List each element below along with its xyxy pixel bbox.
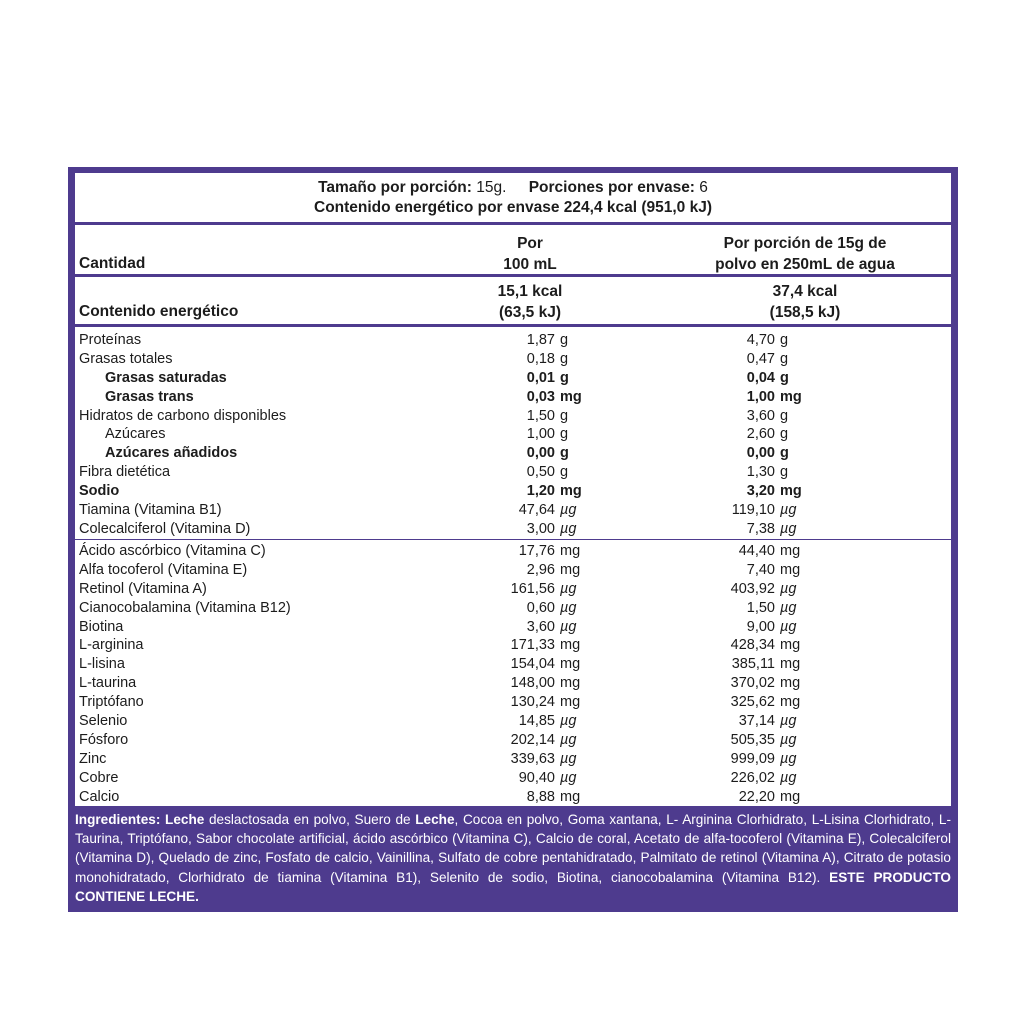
nutrient-name: Triptófano <box>79 694 144 711</box>
nutrient-row <box>75 388 951 407</box>
per100-value: 2,96 <box>526 561 555 578</box>
perserving-value: 428,34 <box>730 637 775 654</box>
per100-unit: mg <box>560 694 581 711</box>
perserving-value: 37,14 <box>738 713 775 730</box>
per100-unit: µg <box>560 750 577 767</box>
ingredients-plain-text: , Cocoa en polvo, Goma xantana, L- Arginina Clorhidrato, L-Lisina Clorhidrato, L-Taurina, Triptófano, Sabor chocolate artificial, ácido ascórbico (Vitamina C), Calcio de coral, Acetato de alfa-tocoferol (Vitamina E), Colecalciferol (Vitamina D), Quelado de zinc, Fosfato de calcio, Vainillina, Sulfato de cobre pentahidratado, Palmitato de retinol (Vitamina A), Citrato de potasio monohidratado, Clorhidrato de tiamina (Vitamina B1), Selenito de sodio, Biotina, cianocobalamina (Vitamina B12). <box>75 812 951 885</box>
per100-value: 17,76 <box>518 543 555 559</box>
per100-value: 14,85 <box>518 713 555 730</box>
per100-unit: mg <box>560 637 581 654</box>
per100-unit: g <box>560 445 569 462</box>
nutrient-row <box>75 674 951 693</box>
divider <box>75 539 951 540</box>
perserving-unit: g <box>780 369 789 386</box>
perserving-unit: g <box>780 350 789 367</box>
quantity-header: Cantidad <box>79 255 146 272</box>
perserving-unit: mg <box>780 656 801 673</box>
per100-value: 47,64 <box>518 502 555 519</box>
per100-unit: g <box>560 369 569 386</box>
perserving-unit: µg <box>780 502 797 519</box>
nutrient-name: Biotina <box>79 618 124 635</box>
per100-value: 3,00 <box>526 520 555 537</box>
perserving-value: 226,02 <box>730 769 775 786</box>
nutrient-name: Grasas trans <box>105 388 194 405</box>
perserving-value: 44,40 <box>738 543 775 559</box>
energy-perserving-kcal: 37,4 kcal <box>772 283 838 300</box>
nutrient-name: L-arginina <box>79 637 144 654</box>
per100-value: 90,40 <box>518 769 555 786</box>
ingredients-bold-text: Leche <box>415 812 455 827</box>
per100-value: 171,33 <box>510 637 555 654</box>
ingredients-bold-text: Ingredientes: <box>75 812 161 827</box>
perserving-value: 505,35 <box>730 731 775 748</box>
perserving-unit: µg <box>780 520 797 537</box>
perserving-value: 2,60 <box>746 426 775 443</box>
perserving-value: 0,47 <box>746 350 775 367</box>
nutrient-row <box>75 655 951 674</box>
perserving-unit: mg <box>780 788 801 805</box>
nutrition-label <box>68 167 958 912</box>
nutrient-name: Cianocobalamina (Vitamina B12) <box>79 599 291 616</box>
nutrient-row <box>75 331 951 350</box>
energy-per100-kj: (63,5 kJ) <box>498 304 562 321</box>
perserving-value: 7,38 <box>746 520 775 537</box>
nutrient-row <box>75 712 951 731</box>
per100-unit: g <box>560 332 569 348</box>
energy-label: Contenido energético <box>79 303 239 320</box>
perserving-value: 1,00 <box>746 388 775 405</box>
per100-unit: mg <box>560 483 582 500</box>
nutrient-name: Fósforo <box>79 731 129 748</box>
nutrient-row <box>75 350 951 369</box>
nutrient-name: Azúcares <box>105 426 166 443</box>
nutrient-group-1 <box>75 331 951 539</box>
per100-value: 0,50 <box>526 464 555 481</box>
column-headers <box>75 228 951 274</box>
nutrition-table <box>75 173 951 806</box>
perserving-unit: g <box>780 426 789 443</box>
per100-value: 0,03 <box>526 388 555 405</box>
nutrient-row <box>75 599 951 618</box>
perserving-unit: µg <box>780 580 797 597</box>
divider <box>75 324 951 327</box>
perserving-value: 370,02 <box>730 675 775 692</box>
perserving-unit: µg <box>780 599 797 616</box>
nutrient-row <box>75 463 951 482</box>
per100-header <box>470 233 590 275</box>
perserving-unit: mg <box>780 561 801 578</box>
nutrient-row <box>75 769 951 788</box>
perserving-value: 3,20 <box>746 483 775 500</box>
nutrient-row <box>75 425 951 444</box>
per100-value: 0,00 <box>526 445 555 462</box>
per100-unit: µg <box>560 599 577 616</box>
nutrient-row <box>75 618 951 637</box>
ingredients-text <box>75 810 951 906</box>
nutrient-name: Azúcares añadidos <box>105 445 238 462</box>
per100-value: 1,00 <box>526 426 555 443</box>
ingredients-bold-text: ESTE PRODUCTO CONTIENE LECHE. <box>75 869 951 904</box>
nutrient-row <box>75 369 951 388</box>
perserving-value: 999,09 <box>730 750 775 767</box>
nutrient-name: Zinc <box>79 750 107 767</box>
per100-value: 130,24 <box>510 694 555 711</box>
perserving-value: 325,62 <box>730 694 775 711</box>
nutrient-name: Tiamina (Vitamina B1) <box>79 502 222 519</box>
nutrient-row <box>75 482 951 501</box>
per100-value: 1,20 <box>526 483 555 500</box>
nutrient-row <box>75 542 951 561</box>
per100-unit: µg <box>560 502 577 519</box>
perserving-value: 0,04 <box>746 369 775 386</box>
per100-value: 1,50 <box>526 407 555 424</box>
nutrient-row <box>75 444 951 463</box>
per100-value: 0,18 <box>526 350 555 367</box>
nutrient-name: Grasas saturadas <box>105 369 227 386</box>
perserving-value: 119,10 <box>731 502 775 519</box>
nutrient-name: Ácido ascórbico (Vitamina C) <box>79 543 266 559</box>
energy-perserving-kj: (158,5 kJ) <box>769 304 841 321</box>
serving-size-value: 15g. <box>476 179 507 196</box>
ingredients-bold-text: Leche <box>165 812 205 827</box>
perserving-value: 22,20 <box>738 788 775 805</box>
perserving-unit: g <box>780 407 789 424</box>
per100-value: 8,88 <box>526 788 555 805</box>
divider <box>75 222 951 225</box>
perserving-unit: mg <box>780 543 801 559</box>
perserving-header-line1: Por porción de 15g de <box>723 235 887 252</box>
per100-unit: mg <box>560 788 581 805</box>
perserving-unit: µg <box>780 750 797 767</box>
nutrient-name: L-lisina <box>79 656 125 673</box>
nutrient-name: Sodio <box>79 483 120 500</box>
servings-value: 6 <box>699 179 708 196</box>
perserving-value: 9,00 <box>746 618 775 635</box>
perserving-unit: µg <box>780 713 797 730</box>
perserving-value: 3,60 <box>746 407 775 424</box>
nutrient-row <box>75 636 951 655</box>
per100-unit: µg <box>560 713 577 730</box>
per100-value: 154,04 <box>510 656 555 673</box>
nutrient-name: Calcio <box>79 788 120 805</box>
nutrient-name: L-taurina <box>79 675 137 692</box>
per100-unit: mg <box>560 561 581 578</box>
servings-label: Porciones por envase: <box>528 179 695 196</box>
nutrient-row <box>75 693 951 712</box>
per100-value: 148,00 <box>510 675 555 692</box>
serving-size-label: Tamaño por porción: <box>318 179 472 196</box>
perserving-unit: µg <box>780 769 797 786</box>
perserving-value: 385,11 <box>731 656 775 673</box>
per100-unit: µg <box>560 618 577 635</box>
nutrient-row <box>75 788 951 807</box>
per100-unit: µg <box>560 731 577 748</box>
nutrient-row <box>75 407 951 426</box>
nutrient-name: Fibra dietética <box>79 464 171 481</box>
per100-value: 202,14 <box>510 731 555 748</box>
perserving-header <box>685 233 925 275</box>
nutrient-name: Proteínas <box>79 332 142 348</box>
per100-value: 1,87 <box>526 332 555 348</box>
nutrient-row <box>75 750 951 769</box>
per100-value: 161,56 <box>510 580 555 597</box>
perserving-unit: mg <box>780 675 801 692</box>
nutrient-name: Retinol (Vitamina A) <box>79 580 207 597</box>
per100-value: 0,60 <box>526 599 555 616</box>
nutrient-row <box>75 561 951 580</box>
ingredients-plain-text: deslactosada en polvo, Suero de <box>204 812 416 827</box>
perserving-unit: mg <box>780 388 802 405</box>
perserving-value: 1,30 <box>746 464 775 481</box>
perserving-value: 4,70 <box>746 332 775 348</box>
energy-per100-kcal: 15,1 kcal <box>497 283 563 300</box>
serving-header <box>75 173 951 220</box>
per100-unit: µg <box>560 580 577 597</box>
per100-unit: g <box>560 407 569 424</box>
per100-unit: mg <box>560 543 581 559</box>
perserving-value: 1,50 <box>746 599 775 616</box>
per100-unit: g <box>560 426 569 443</box>
perserving-value: 7,40 <box>746 561 775 578</box>
per100-unit: µg <box>560 520 577 537</box>
nutrient-name: Hidratos de carbono disponibles <box>79 407 287 424</box>
nutrient-row <box>75 520 951 539</box>
perserving-unit: g <box>780 332 789 348</box>
nutrient-row <box>75 501 951 520</box>
energy-row <box>75 277 951 321</box>
nutrient-group-2 <box>75 542 951 806</box>
per100-header-line1: Por <box>517 235 543 252</box>
perserving-header-line2: polvo en 250mL de agua <box>715 256 895 273</box>
energy-per100 <box>470 281 590 323</box>
energy-per-pack: Contenido energético por envase 224,4 kcal (951,0 kJ) <box>314 199 712 216</box>
perserving-unit: mg <box>780 694 801 711</box>
perserving-unit: µg <box>780 618 797 635</box>
perserving-unit: µg <box>780 731 797 748</box>
per100-unit: mg <box>560 388 582 405</box>
nutrient-name: Selenio <box>79 713 128 730</box>
perserving-unit: g <box>780 445 789 462</box>
perserving-unit: mg <box>780 483 802 500</box>
per100-unit: g <box>560 350 569 367</box>
nutrient-name: Grasas totales <box>79 350 173 367</box>
perserving-value: 0,00 <box>746 445 775 462</box>
perserving-value: 403,92 <box>730 580 775 597</box>
perserving-unit: g <box>780 464 789 481</box>
energy-perserving <box>685 281 925 323</box>
nutrient-row <box>75 731 951 750</box>
nutrient-name: Alfa tocoferol (Vitamina E) <box>79 561 248 578</box>
per100-value: 0,01 <box>526 369 555 386</box>
per100-unit: g <box>560 464 569 481</box>
nutrient-name: Cobre <box>79 769 119 786</box>
per100-unit: mg <box>560 675 581 692</box>
perserving-unit: mg <box>780 637 801 654</box>
per100-unit: µg <box>560 769 577 786</box>
nutrient-name: Colecalciferol (Vitamina D) <box>79 520 251 537</box>
per100-value: 3,60 <box>526 618 555 635</box>
per100-unit: mg <box>560 656 581 673</box>
per100-header-line2: 100 mL <box>503 256 557 273</box>
nutrient-row <box>75 580 951 599</box>
per100-value: 339,63 <box>510 750 555 767</box>
